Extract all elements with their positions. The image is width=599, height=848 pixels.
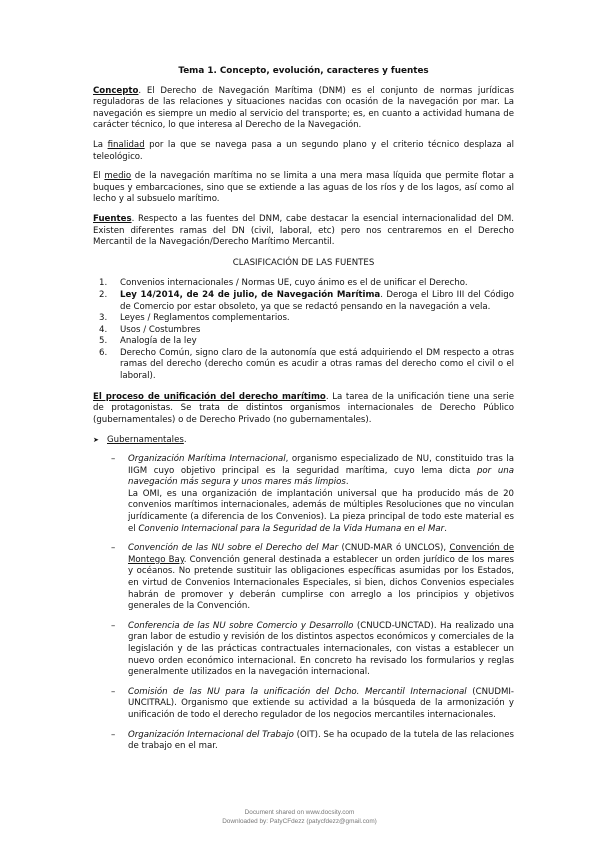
org-text: (CNUD-MAR ó UNCLOS), — [338, 543, 450, 554]
finalidad-text: por la que se navega pasa a un segundo plano y el criterio técnico desplaza al teleológico. — [93, 139, 514, 162]
dash-bullet: – — [111, 620, 116, 631]
org-name: Organización Internacional del Trabajo — [128, 729, 294, 740]
list-number: 2. — [99, 289, 108, 300]
org-item-uncitral — [93, 687, 514, 722]
org-text: (CNUCD-UNCTAD). Ha realizado una gran labor de estudio y revisión de los distintos aspectos económicos y comerciales de la legislación y de las prácticas contractuales internacionales, con vistas a establecer un nuevo orden económico internacional. En concreto ha revisado los formularios y reglas generalmente utilizados en la navegación internacional. — [128, 620, 514, 678]
footer-shared-on: Document shared on www.docsity.com — [244, 809, 355, 816]
list-bold-text: Ley 14/2014, de 24 de julio, de Navegación Marítima — [120, 289, 381, 300]
finalidad-pre: La — [93, 139, 108, 150]
org-uncitral-text — [128, 687, 514, 722]
concepto-label: Concepto — [93, 85, 139, 96]
org-motto: por una navegación más segura y unos mares más limpios — [128, 465, 514, 488]
list-item — [99, 289, 514, 313]
dash-bullet: – — [111, 729, 116, 740]
fuentes-label: Fuentes — [93, 213, 132, 224]
paragraph-finalidad — [93, 140, 514, 163]
org-text: (OIT). Se ha ocupado de la tutela de las relaciones de trabajo en el mar. — [128, 729, 515, 752]
list-item — [99, 278, 514, 290]
list-text: Usos / Costumbres — [120, 324, 201, 335]
paragraph-medio — [93, 171, 514, 206]
arrow-bullet-icon: ➤ — [93, 436, 99, 445]
org-item-oit — [93, 730, 514, 753]
paragraph-proceso — [93, 392, 514, 427]
org-text: La OMI, es una organización de implantación universal que ha producido más de 20 convenios marítimos internacionales, además de múltiples Resoluciones que no vinculan jurídicamente (a diferencia de los Convenios). La pieza principal de todo este material es el — [128, 488, 514, 534]
list-text: Convenios internacionales / Normas UE, cuyo ánimo es el de unificar el Derecho. — [120, 278, 468, 289]
paragraph-fuentes — [93, 214, 514, 249]
list-item — [99, 336, 514, 348]
concepto-text: . El Derecho de Navegación Marítima (DNM) es el conjunto de normas jurídicas reguladoras de las relaciones y situaciones nacidas con ocasión de la navegación por mar. La navegación es siempre un medio al servicio del transporte; es, en cuanto a actividad humana de carácter técnico, lo que interesa al Derecho de la Navegación. — [93, 85, 514, 131]
org-omi-text — [128, 454, 514, 489]
clasificacion-list — [93, 278, 514, 382]
list-text: Derecho Común, signo claro de la autonomía que está adquiriendo el DM respecto a otras ramas del derecho (derecho común es acudir a otras ramas del derecho como el civil o el laboral). — [120, 347, 514, 382]
org-name: Conferencia de las NU sobre Comercio y Desarrollo — [128, 620, 354, 631]
medio-pre: El — [93, 171, 105, 182]
list-text: Analogía de la ley — [120, 336, 197, 347]
proceso-text: . La tarea de la unificación tiene una serie de protagonistas. Se trata de distintos organismos internacionales de Derecho Público (gubernamentales) o de Derecho Privado (no gubernamentales). — [93, 391, 514, 425]
org-name: Convención de las NU sobre el Derecho del Mar — [128, 543, 339, 554]
org-omi-text-2 — [128, 489, 514, 535]
proceso-label: El proceso de unificación del derecho marítimo — [93, 391, 326, 402]
list-number: 4. — [99, 324, 108, 335]
org-text: (CNUDMI-UNCITRAL). Organismo que extiende su actividad a la búsqueda de la armonización y unificación de todo el derecho regulador de los negocios mercantiles internacionales. — [128, 686, 514, 720]
medio-text: de la navegación marítima no se limita a una mera masa líquida que permite flotar a buques y embarcaciones, sino que se extiende a las aguas de los ríos y de los lagos, así como al lecho y al subsuelo marítimo. — [93, 171, 514, 205]
list-number: 1. — [99, 278, 108, 289]
list-item — [99, 313, 514, 325]
gubernamentales-label: Gubernamentales — [107, 435, 184, 446]
document-title: Tema 1. Concepto, evolución, caracteres y fuentes — [178, 66, 429, 76]
footer-downloaded-by: Downloaded by: PatyCFdezz (patycfdezz@gmail.com) — [222, 818, 377, 825]
org-text-end: . — [345, 477, 349, 488]
finalidad-label: finalidad — [107, 139, 145, 150]
list-item — [99, 347, 514, 383]
org-item-unctad — [93, 621, 514, 679]
dash-bullet: – — [111, 686, 116, 697]
org-oit-text — [128, 730, 514, 753]
convention-name: Convenio Internacional para la Seguridad de la Vida Humana en el Mar — [138, 523, 445, 534]
gubernamentales-section — [93, 435, 514, 447]
paragraph-concepto — [93, 86, 514, 132]
fuentes-text: . Respecto a las fuentes del DNM, cabe destacar la esencial internacionalidad del DM. Existen diferentes ramas del DN (civil, laboral, etc) pero nos centraremos en el Derecho Mercantil de la Navegación/Derecho Marítimo Mercantil. — [93, 213, 514, 248]
org-name: Organización Marítima Internacional — [128, 454, 286, 465]
org-unctad-text — [128, 621, 514, 679]
org-cnudmar-text — [128, 543, 514, 613]
list-number: 6. — [99, 347, 108, 358]
list-number: 5. — [99, 336, 108, 347]
org-item-cnudmar — [93, 543, 514, 613]
list-text: . Deroga el Libro III del Código de Comercio por estar obsoleto, ya que se redactó pensando en la navegación a vela. — [120, 289, 514, 312]
document-body — [93, 66, 514, 753]
org-text-end: . — [444, 523, 447, 534]
dash-bullet: – — [111, 543, 116, 554]
gubernamentales-suffix: . — [183, 435, 187, 446]
medio-label: medio — [104, 171, 132, 182]
list-item — [99, 324, 514, 337]
org-text: , organismo especializado de NU, constituido tras la IIGM cuyo objetivo principal es la seguridad marítima, cuyo lema dicta — [128, 454, 514, 476]
org-name: Comisión de las NU para la unificación del Dcho. Mercantil Internacional — [128, 686, 467, 697]
list-number: 3. — [99, 313, 108, 324]
org-item-omi — [93, 454, 514, 535]
dash-bullet: – — [111, 454, 116, 465]
clasificacion-heading: CLASIFICACIÓN DE LAS FUENTES — [232, 257, 375, 268]
montego-bay-label: Convención de Montego Bay — [128, 543, 514, 565]
list-text: Leyes / Reglamentos complementarios. — [120, 313, 290, 324]
org-text-end: . Convención general destinada a establecer un orden jurídico de los mares y océanos. No pretende sustituir las obligaciones específicas asumidas por los Estados, en virtud de Convenios Internacionales Especiales, si bien, dichos Convenios especiales habrán de promover y deberán cumplirse con arreglo a los principios y objetivos generales de la Convención. — [128, 554, 514, 612]
